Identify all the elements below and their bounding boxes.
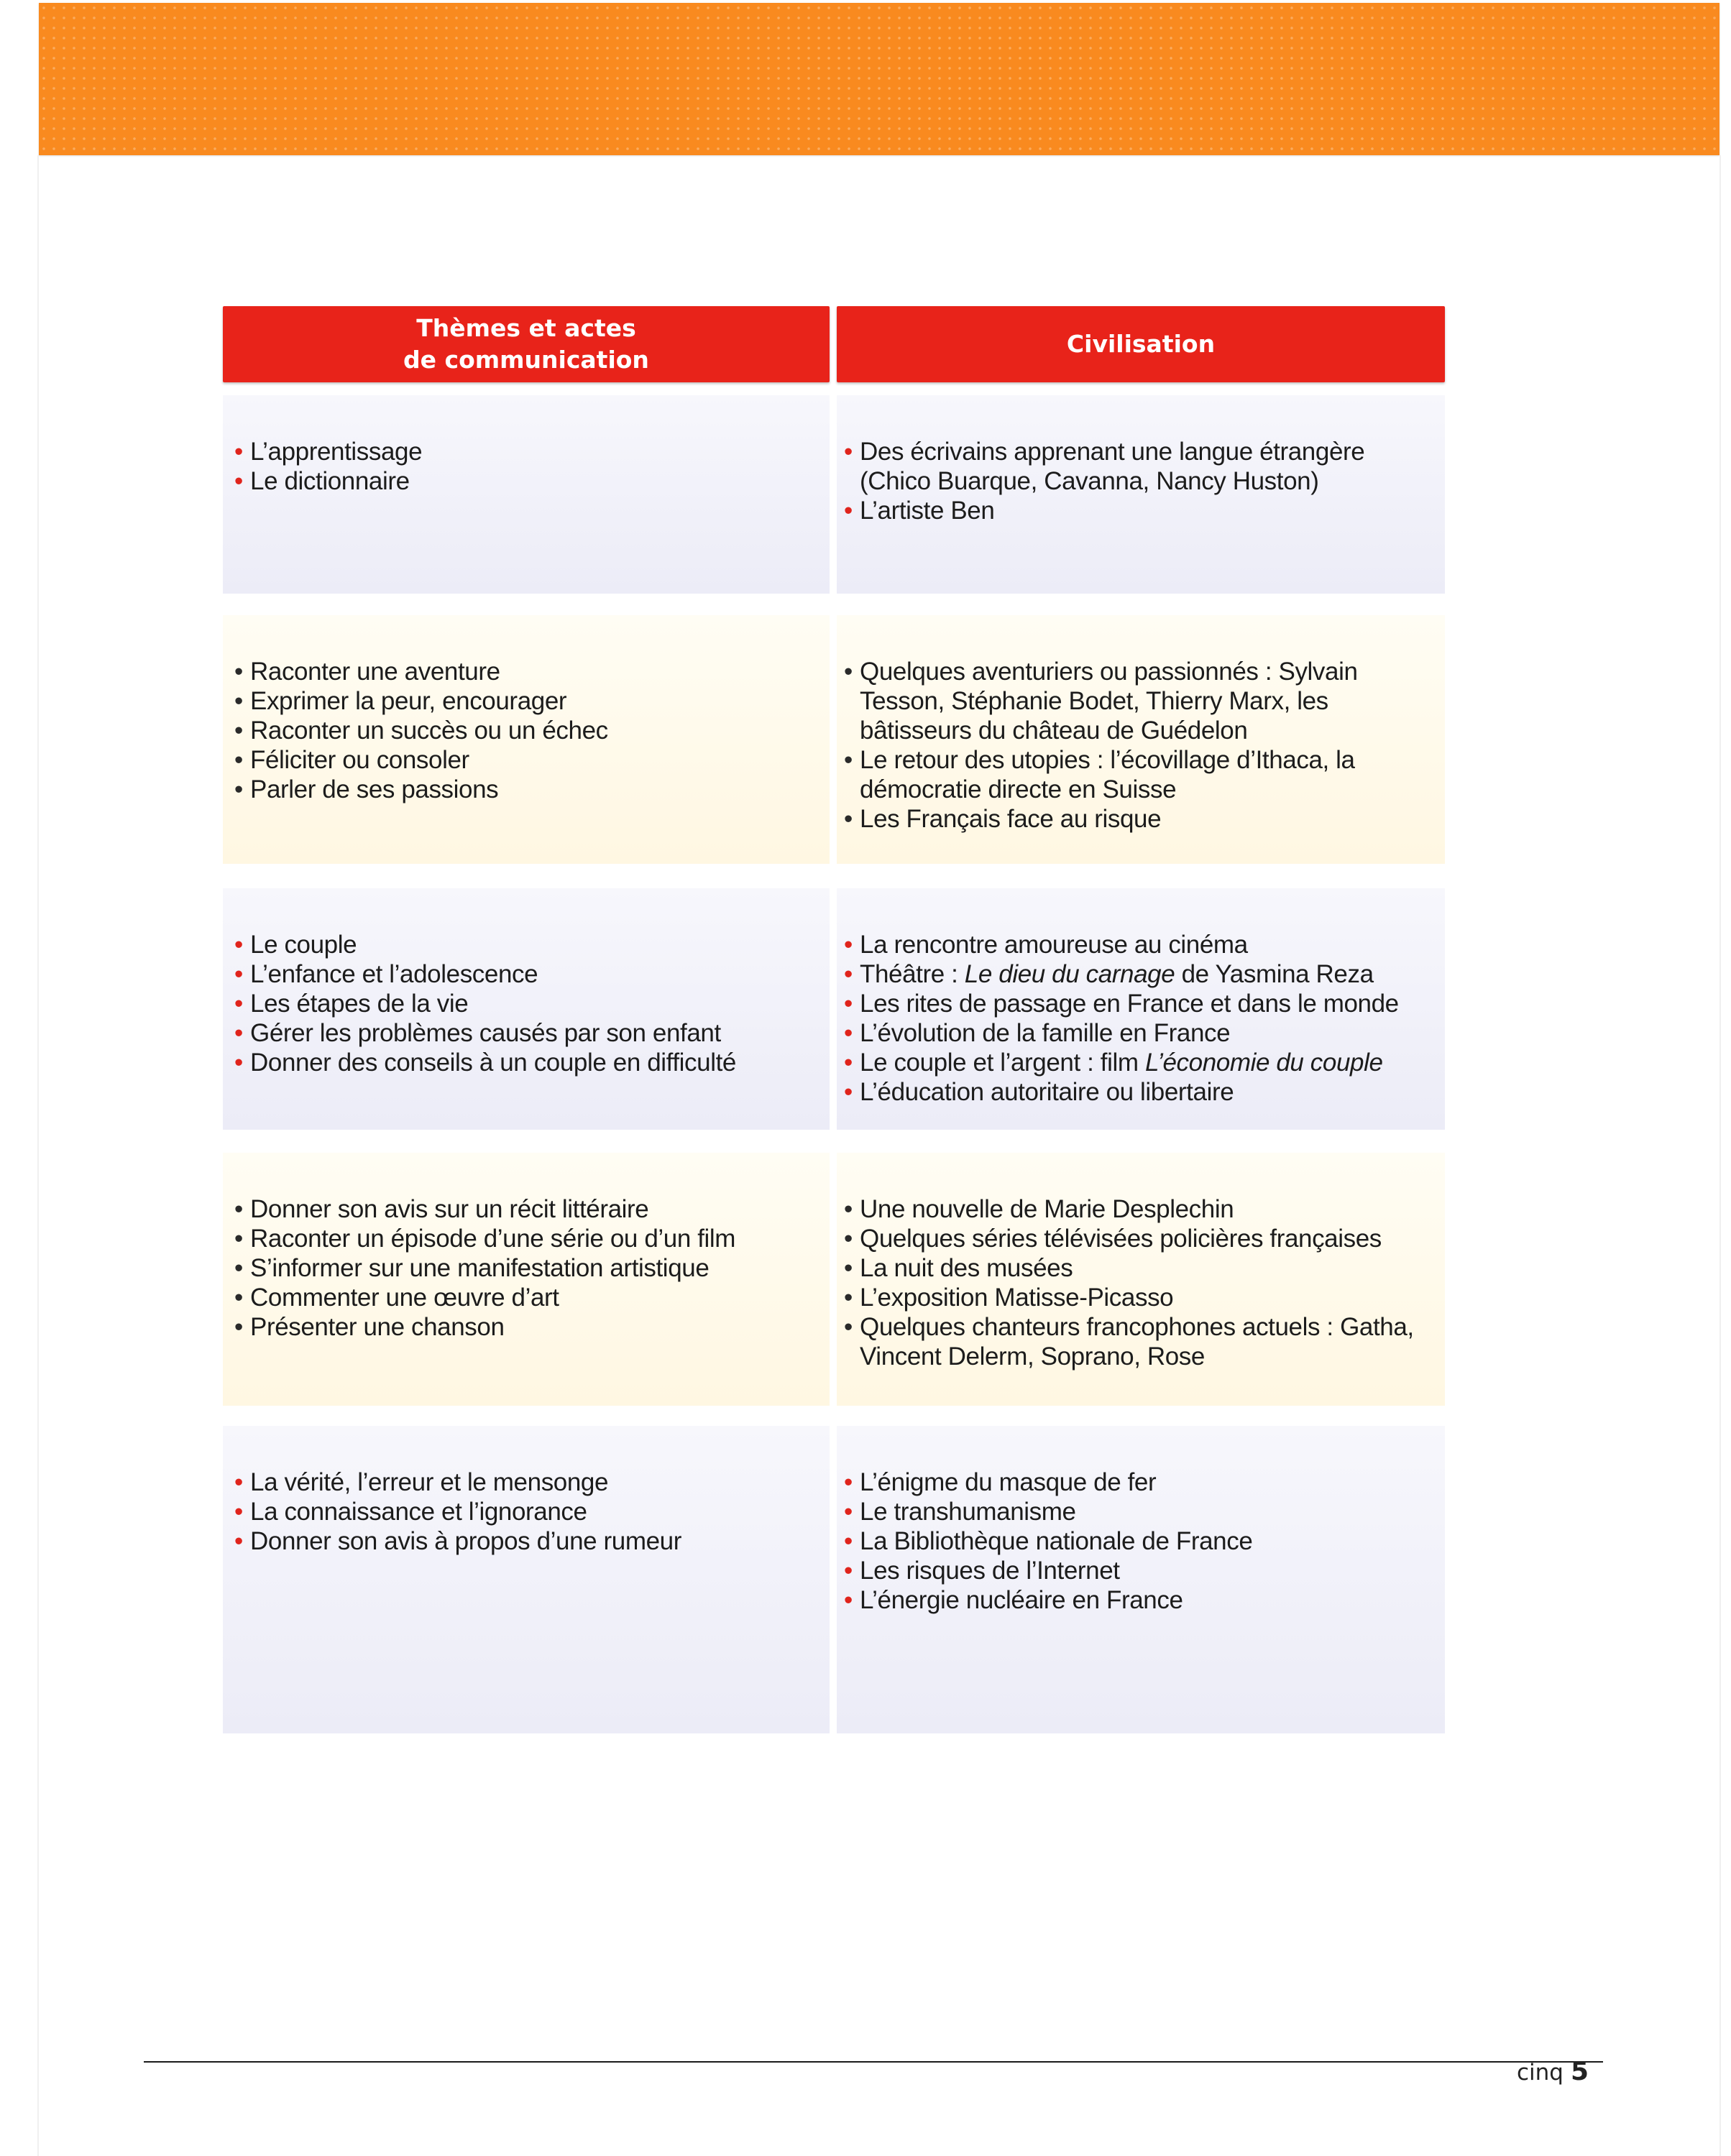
list-item: • Le transhumanisme: [844, 1498, 1076, 1526]
page-number-word: cinq: [1517, 2060, 1564, 2086]
list-item: • L’apprentissage: [234, 438, 423, 466]
cell-civilisation-row-4: [837, 1153, 1445, 1406]
list-item: • Quelques séries télévisées policières françaises: [844, 1225, 1382, 1253]
header-themes-line1: Thèmes et actes: [416, 314, 636, 342]
list-item: • L’énigme du masque de fer: [844, 1468, 1157, 1496]
list-item: • Parler de ses passions: [234, 775, 499, 803]
header-themes: [223, 306, 830, 382]
list-item: • Le retour des utopies : l’écovillage d’Ithaca, la démocratie directe en Suisse: [844, 746, 1355, 803]
footer-rule: [144, 2061, 1603, 2063]
list-item: • Une nouvelle de Marie Desplechin: [844, 1195, 1234, 1223]
list-item: • Des écrivains apprenant une langue étrangère (Chico Buarque, Cavanna, Nancy Huston): [844, 438, 1365, 495]
header-civilisation-label: Civilisation: [1066, 330, 1216, 358]
list-item: • Exprimer la peur, encourager: [234, 687, 567, 715]
list-item: • Théâtre : Le dieu du carnage de Yasmina Reza: [844, 960, 1374, 988]
list-item: • Raconter un épisode d’une série ou d’un film: [234, 1225, 736, 1253]
list-item: • L’exposition Matisse-Picasso: [844, 1284, 1174, 1312]
cell-civilisation-row-1: [837, 395, 1445, 594]
list-item: • Les rites de passage en France et dans le monde: [844, 990, 1399, 1018]
list-item: • Commenter une œuvre d’art: [234, 1284, 559, 1312]
list-item: • Quelques aventuriers ou passionnés : Sylvain Tesson, Stéphanie Bodet, Thierry Marx, les bâtisseurs du château de Guédelon: [844, 658, 1358, 745]
page-number-digit: 5: [1570, 2057, 1589, 2086]
cell-themes-row-2: [223, 615, 830, 864]
cell-themes-row-5: [223, 1426, 830, 1733]
cell-civilisation-row-3: [837, 888, 1445, 1130]
list-item: • Gérer les problèmes causés par son enfant: [234, 1019, 721, 1047]
list-item: • La nuit des musées: [844, 1254, 1073, 1282]
list-item: • L’artiste Ben: [844, 497, 995, 525]
list-item: • Raconter une aventure: [234, 658, 500, 686]
cell-themes-row-4: [223, 1153, 830, 1406]
cell-themes-row-3: [223, 888, 830, 1130]
list-item: • Donner son avis à propos d’une rumeur: [234, 1527, 681, 1555]
list-item: • Donner des conseils à un couple en difficulté: [234, 1049, 736, 1077]
header-civilisation: [837, 306, 1445, 382]
play-title: Le dieu du carnage: [964, 960, 1175, 988]
list-item: • Quelques chanteurs francophones actuels : Gatha, Vincent Delerm, Soprano, Rose: [844, 1313, 1414, 1370]
cell-civilisation-row-2: [837, 615, 1445, 864]
list-item: • S’informer sur une manifestation artistique: [234, 1254, 710, 1282]
list-item: • Les Français face au risque: [844, 805, 1162, 833]
list-item: • Les étapes de la vie: [234, 990, 469, 1018]
page-edge: [37, 155, 39, 2156]
list-item: • L’éducation autoritaire ou libertaire: [844, 1078, 1234, 1106]
list-item: • La vérité, l’erreur et le mensonge: [234, 1468, 609, 1496]
film-title: L’économie du couple: [1144, 1049, 1383, 1077]
list-item: • La Bibliothèque nationale de France: [844, 1527, 1253, 1555]
cell-civilisation-row-5: [837, 1426, 1445, 1733]
list-item: • Raconter un succès ou un échec: [234, 717, 608, 745]
list-item: • Féliciter ou consoler: [234, 746, 469, 774]
list-item: • Le dictionnaire: [234, 467, 410, 495]
top-orange-band: [39, 3, 1719, 155]
page-number: [1517, 2057, 1589, 2086]
header-themes-line2: de communication: [403, 346, 649, 374]
list-item: • Les risques de l’Internet: [844, 1557, 1120, 1585]
list-item: • Le couple: [234, 931, 357, 959]
cell-themes-row-1: [223, 395, 830, 594]
list-item: • Présenter une chanson: [234, 1313, 505, 1341]
page-edge: [1719, 155, 1721, 2156]
list-item: • Donner son avis sur un récit littéraire: [234, 1195, 649, 1223]
list-item: • La connaissance et l’ignorance: [234, 1498, 587, 1526]
list-item: • La rencontre amoureuse au cinéma: [844, 931, 1248, 959]
list-item: • L’enfance et l’adolescence: [234, 960, 538, 988]
list-item: • L’évolution de la famille en France: [844, 1019, 1231, 1047]
list-item: • Le couple et l’argent : film L’économie du couple: [844, 1049, 1383, 1077]
list-item: • L’énergie nucléaire en France: [844, 1586, 1183, 1614]
